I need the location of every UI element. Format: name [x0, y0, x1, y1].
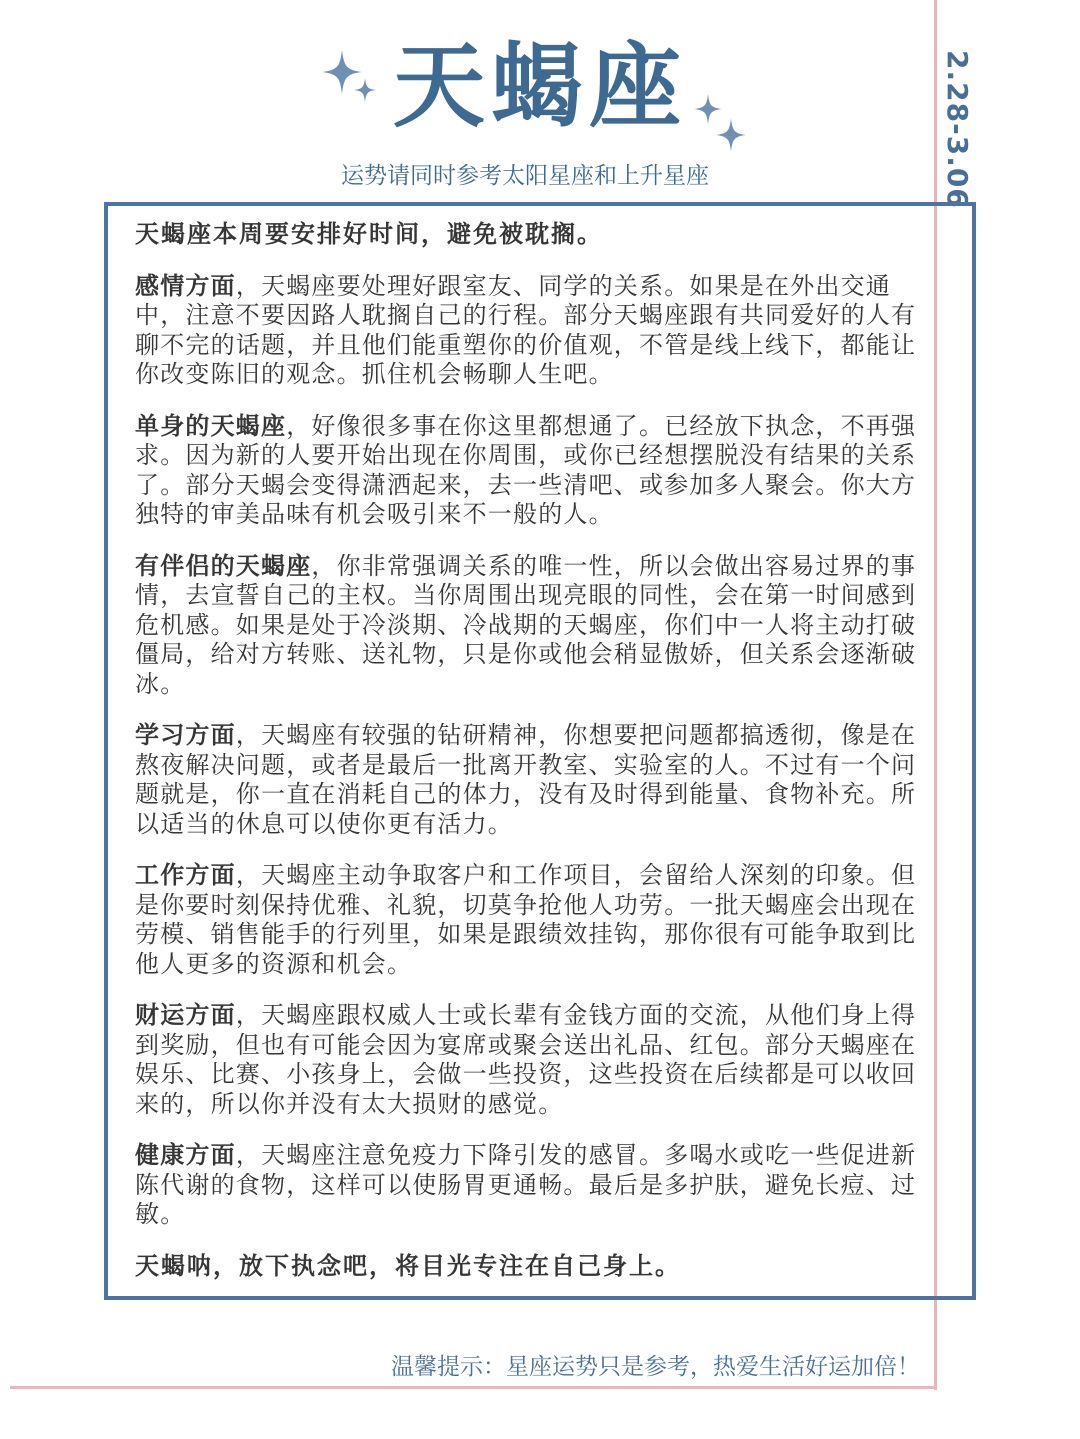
footer-tip: 温馨提示：星座运势只是参考，热爱生活好运加倍！	[391, 1354, 920, 1380]
section-lead: 学习方面	[135, 721, 236, 749]
section-text: ，天蝎座主动争取客户和工作项目，会留给人深刻的印象。但是你要时刻保持优雅、礼貌，切莫争抢他人功劳。一批天蝎座会出现在劳模、销售能手的行列里，如果是跟绩效挂钩，那你很有可能争取到比他人更多的资源和机会。	[135, 861, 917, 978]
section-lead: 有伴侣的天蝎座	[135, 551, 312, 580]
section-lead: 健康方面	[135, 1141, 236, 1169]
section-text: ，天蝎座注意免疫力下降引发的感冒。多喝水或吃一些促进新陈代谢的食物，这样可以使肠胃更通畅。最后是多护肤，避免长痘、过敏。	[135, 1141, 917, 1228]
section-text: ，天蝎座要处理好跟室友、同学的关系。如果是在外出交通中，注意不要因路人耽搁自己的行程。部分天蝎座跟有共同爱好的人有聊不完的话题，并且他们能重塑你的价值观，不管是线上线下，都能让你改变陈旧的观念。抓住机会畅聊人生吧。	[135, 271, 917, 388]
pink-horizontal-divider	[10, 1386, 937, 1389]
section-work	[135, 861, 925, 979]
section-study	[135, 721, 925, 839]
section-single	[135, 412, 925, 530]
section-text: ，天蝎座有较强的钻研精神，你想要把问题都搞透彻，像是在熬夜解决问题，或者是最后一批离开教室、实验室的人。不过有一个问题就是，你一直在消耗自己的体力，没有及时得到能量、食物补充。所以适当的休息可以使你更有活力。	[135, 721, 917, 838]
page-subtitle: 运势请同时参考太阳星座和上升星座	[341, 163, 709, 189]
section-lead: 工作方面	[135, 861, 236, 889]
section-lead: 财运方面	[135, 1001, 236, 1029]
date-range: 2.28-3.06	[941, 50, 974, 209]
section-partnered	[135, 552, 925, 700]
intro-line: 天蝎座本周要安排好时间，避免被耽搁。	[135, 220, 603, 248]
section-text: ，好像很多事在你这里都想通了。已经放下执念，不再强求。因为新的人要开始出现在你周围，或你已经想摆脱没有结果的关系了。部分天蝎会变得潇洒起来，去一些清吧、或参加多人聚会。你大方独特的审美品味有机会吸引来不一般的人。	[135, 411, 917, 528]
section-health	[135, 1141, 925, 1230]
section-text: ，天蝎座跟权威人士或长辈有金钱方面的交流，从他们身上得到奖励，但也有可能会因为宴席或聚会送出礼品、红包。部分天蝎座在娱乐、比赛、小孩身上，会做一些投资，这些投资在后续都是可以收回来的，所以你并没有太大损财的感觉。	[135, 1001, 917, 1118]
section-lead: 感情方面	[135, 271, 236, 300]
section-wealth	[135, 1001, 925, 1119]
horoscope-content	[135, 220, 925, 1303]
page-title: 天蝎座	[392, 33, 687, 140]
closing-line: 天蝎呐，放下执念吧，将目光专注在自己身上。	[135, 1251, 681, 1280]
section-love	[135, 272, 925, 390]
section-lead: 单身的天蝎座	[135, 411, 287, 440]
section-text: ，你非常强调关系的唯一性，所以会做出容易过界的事情，去宣誓自己的主权。当你周围出现亮眼的同性，会在第一时间感到危机感。如果是处于冷淡期、冷战期的天蝎座，你们中一人将主动打破僵局，给对方转账、送礼物，只是你或他会稍显傲娇，但关系会逐渐破冰。	[135, 551, 917, 698]
